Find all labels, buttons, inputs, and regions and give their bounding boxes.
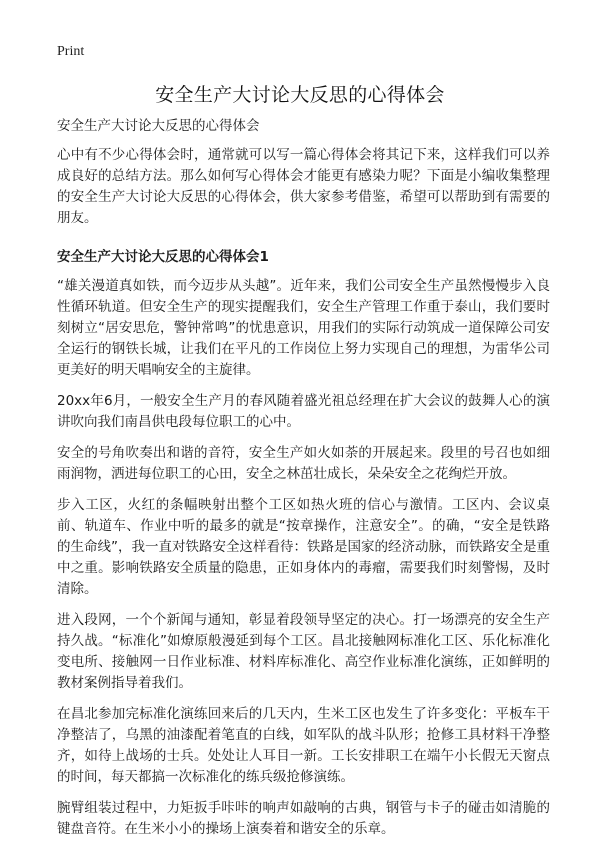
paragraph: 20xx年6月，一般安全生产月的春风随着盛光祖总经理在扩大会议的鼓舞人心的演讲吹向我们南昌供电段每位职工的心中。 <box>57 393 550 430</box>
print-link[interactable]: Print <box>57 44 85 59</box>
paragraph: “雄关漫道真如铁，而今迈步从头越”。近年来，我们公司安全生产虽然慢慢步入良性循环轨道。但安全生产的现实提醒我们，安全生产管理工作重于泰山，我们要时刻树立“居安思危，警钟常鸣”的忧患意识，用我们的实际行动筑成一道保障公司安全运行的钢铁长城，让我们在平凡的工作岗位上努力实现自己的理想，为雷华公司更美好的明天唱响安全的主旋律。 <box>57 278 550 378</box>
paragraph: 安全的号角吹奏出和谐的音符，安全生产如火如荼的开展起来。段里的号召也如细雨润物，洒进每位职工的心田，安全之林茁壮成长，朵朵安全之花绚烂开放。 <box>57 445 550 482</box>
article-body <box>57 116 550 850</box>
paragraph: 进入段网，一个个新闻与通知，彰显着段领导坚定的决心。打一场漂亮的安全生产持久战。“标准化”如燎原般漫延到每个工区。昌北接触网标准化工区、乐化标准化变电所、接触网一日作业标准、材料库标准化、高空作业标准化演练，正如鲜明的教材案例指导着我们。 <box>57 612 550 691</box>
paragraph: 在昌北参加完标准化演练回来后的几天内，生米工区也发生了许多变化：平板车干净整洁了，乌黑的油漆配着笔直的白线，如军队的战斗队形；抢修工具材料干净整齐，如待上战场的士兵。处处让人耳目一新。工长安排职工在端午小长假无天窗点的时间，每天都搞一次标准化的练兵级抢修演练。 <box>57 706 550 785</box>
page-title: 安全生产大讨论大反思的心得体会 <box>155 84 445 106</box>
section-heading: 安全生产大讨论大反思的心得体会1 <box>57 249 269 265</box>
intro-paragraph: 心中有不少心得体会时，通常就可以写一篇心得体会将其记下来，这样我们可以养成良好的总结方法。那么如何写心得体会才能更有感染力呢？下面是小编收集整理的安全生产大讨论大反思的心得体会，供大家参考借鉴，希望可以帮助到有需要的朋友。 <box>57 147 550 226</box>
paragraph: 步入工区，火红的条幅映射出整个工区如热火班的信心与激情。工区内、会议桌前、轨道车、作业中听的最多的就是“按章操作，注意安全”。的确，“安全是铁路的生命线”，我一直对铁路安全这样看待：铁路是国家的经济动脉，而铁路安全是重中之重。影响铁路安全质量的隐患，正如身体内的毒瘤，需要我们时刻警惕，及时清除。 <box>57 497 550 597</box>
article-subtitle: 安全生产大讨论大反思的心得体会 <box>57 118 260 134</box>
paragraph: 腕臂组装过程中，力矩扳手咔咔的响声如敲响的古典，钢管与卡子的碰击如清脆的键盘音符。在生米小小的操场上演奏着和谐安全的乐章。 <box>57 800 550 837</box>
